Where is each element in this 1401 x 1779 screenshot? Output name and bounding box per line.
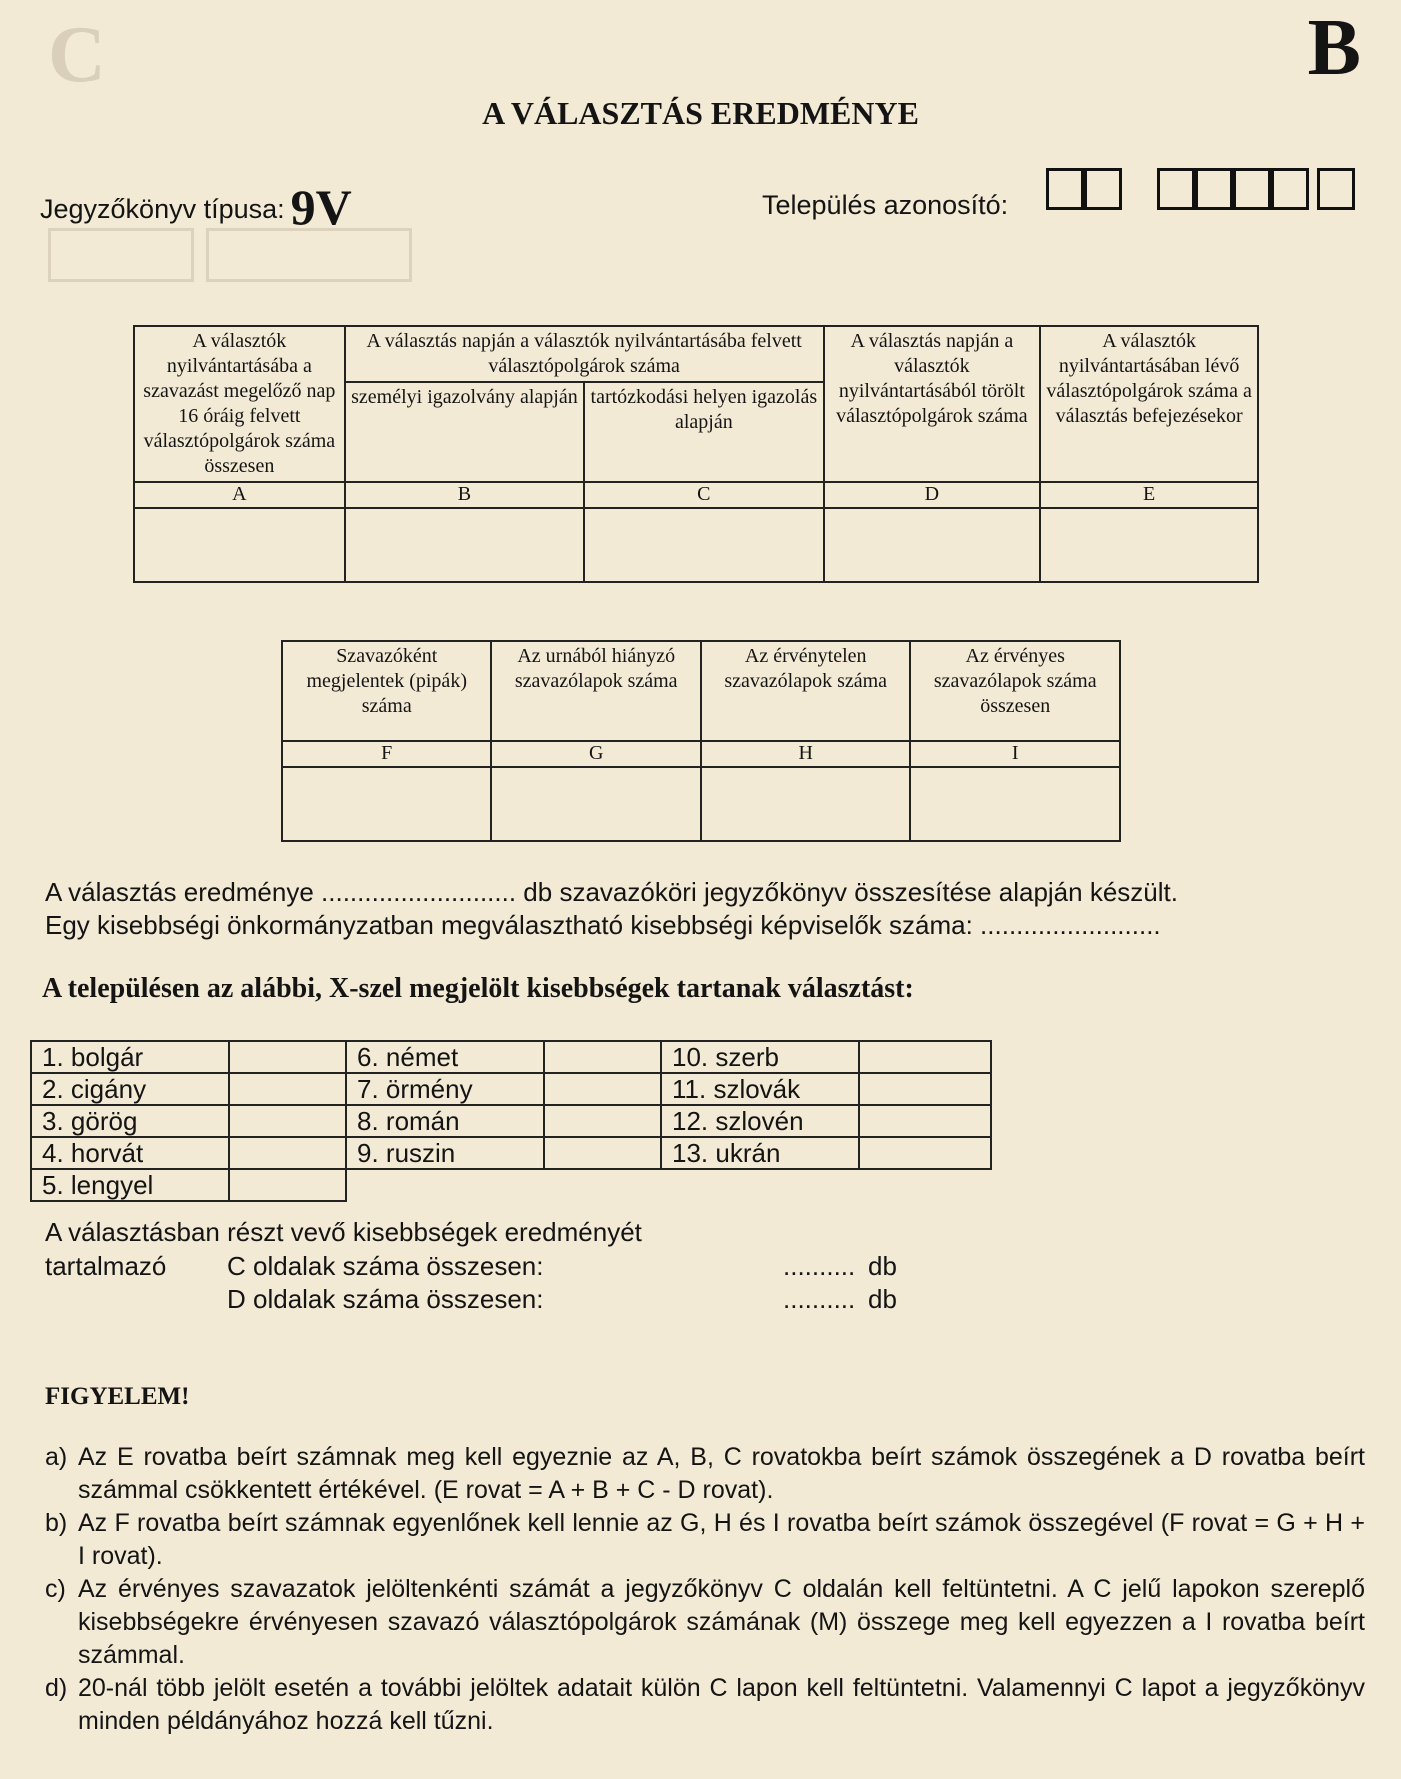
minority-checkbox[interactable] xyxy=(229,1105,346,1137)
summary-line-representatives: Egy kisebbségi önkormányzatban megválasztható kisebbségi képviselők száma: ......................... xyxy=(45,910,1161,940)
voter-register-table xyxy=(133,325,1259,583)
minority-checkbox[interactable] xyxy=(544,1137,661,1169)
entry-cell-a[interactable] xyxy=(134,508,345,582)
minority-checkbox[interactable] xyxy=(859,1073,991,1105)
d-pages-unit: db xyxy=(868,1284,897,1314)
header-col-i: Az érvényes szavazólapok száma összesen xyxy=(910,641,1120,741)
page-letter: B xyxy=(1307,4,1361,92)
minority-checkbox[interactable] xyxy=(229,1169,346,1201)
note-marker: d) xyxy=(45,1674,68,1702)
attention-title: FIGYELEM! xyxy=(45,1383,190,1410)
header-col-c: tartózkodási helyen igazolás alapján xyxy=(584,382,823,482)
minority-label: 4. horvát xyxy=(31,1137,229,1169)
minority-label: 6. német xyxy=(346,1041,544,1073)
minority-checkbox[interactable] xyxy=(544,1041,661,1073)
settlement-id-box[interactable] xyxy=(1084,168,1122,210)
header-col-f: Szavazóként megjelentek (pipák) száma xyxy=(282,641,491,741)
column-letter: B xyxy=(345,482,584,508)
settlement-id-box[interactable] xyxy=(1046,168,1084,210)
column-letter: F xyxy=(282,741,491,767)
c-pages-unit: db xyxy=(868,1251,897,1281)
show-through-box-row xyxy=(48,228,412,287)
minority-label: 3. görög xyxy=(31,1105,229,1137)
entry-cell-e[interactable] xyxy=(1040,508,1258,582)
page-title: A VÁLASZTÁS EREDMÉNYE xyxy=(482,95,919,131)
header-col-d: A választás napján a választók nyilvántartásából törölt választópolgárok száma xyxy=(824,326,1041,482)
minority-label: 13. ukrán xyxy=(661,1137,859,1169)
settlement-id-box[interactable] xyxy=(1195,168,1233,210)
minority-checkbox[interactable] xyxy=(229,1041,346,1073)
minority-label: 2. cigány xyxy=(31,1073,229,1105)
minority-label: 10. szerb xyxy=(661,1041,859,1073)
minority-label: 1. bolgár xyxy=(31,1041,229,1073)
header-col-e: A választók nyilvántartásában lévő választópolgárok száma a választás befejezésekor xyxy=(1040,326,1258,482)
c-pages-label: C oldalak száma összesen: xyxy=(227,1251,544,1281)
minority-checkbox[interactable] xyxy=(544,1105,661,1137)
column-letter: C xyxy=(584,482,823,508)
minority-label: 7. örmény xyxy=(346,1073,544,1105)
note-item xyxy=(45,1672,1365,1738)
column-letter: D xyxy=(824,482,1041,508)
minority-checkbox[interactable] xyxy=(544,1073,661,1105)
column-letter: H xyxy=(701,741,911,767)
note-text: Az F rovatba beírt számnak egyenlőnek kell lennie az G, H és I rovatba beírt számok összegével (F rovat = G + H + I rovat). xyxy=(78,1509,1365,1570)
header-col-b: személyi igazolvány alapján xyxy=(345,382,584,482)
header-col-a: A választók nyilvántartásába a szavazást megelőző nap 16 óráig felvett választópolgárok száma összesen xyxy=(134,326,345,482)
settlement-id-box[interactable] xyxy=(1233,168,1271,210)
header-col-h: Az érvénytelen szavazólapok száma xyxy=(701,641,911,741)
show-through-letter: C xyxy=(48,11,106,99)
minorities-table xyxy=(30,1040,992,1202)
note-text: 20-nál több jelölt esetén a további jelöltek adatait külön C lapon kell feltüntetni. Valamennyi C lapot a jegyzőkönyv minden példányához hozzá kell tűzni. xyxy=(78,1674,1365,1735)
protocol-type-code: 9V xyxy=(290,179,352,235)
settlement-id-box[interactable] xyxy=(1271,168,1309,210)
entry-cell-h[interactable] xyxy=(701,767,911,841)
header-col-g: Az urnából hiányzó szavazólapok száma xyxy=(491,641,701,741)
note-text: Az érvényes szavazatok jelöltenkénti számát a jegyzőkönyv C oldalán kell feltüntetni. A C jelű lapokon szereplő kisebbségekre érvényesen szavazó választópolgárok számának (M) összege meg kell egyezzen a I rovatba beírt számmal. xyxy=(78,1575,1365,1669)
d-pages-dots[interactable]: .......... xyxy=(783,1284,856,1314)
minority-checkbox[interactable] xyxy=(859,1041,991,1073)
pages-intro: A választásban részt vevő kisebbségek eredményét xyxy=(45,1217,642,1247)
c-pages-dots[interactable]: .......... xyxy=(783,1251,856,1281)
note-text: Az E rovatba beírt számnak meg kell egyeznie az A, B, C rovatokba beírt számok összegének a D rovatba beírt számmal csökkentett értékével. (E rovat = A + B + C - D rovat). xyxy=(78,1443,1365,1504)
column-letter: E xyxy=(1040,482,1258,508)
header-col-bc-group: A választás napján a választók nyilvántartásába felvett választópolgárok száma xyxy=(345,326,824,382)
minority-label: 9. ruszin xyxy=(346,1137,544,1169)
entry-cell-b[interactable] xyxy=(345,508,584,582)
protocol-type-label: Jegyzőkönyv típusa: xyxy=(40,194,285,224)
column-letter: A xyxy=(134,482,345,508)
summary-line-protocols: A választás eredménye ........................... db szavazóköri jegyzőkönyv összesítése alapján készült. xyxy=(45,877,1178,907)
column-letter: I xyxy=(910,741,1120,767)
minority-label: 11. szlovák xyxy=(661,1073,859,1105)
entry-cell-f[interactable] xyxy=(282,767,491,841)
note-item xyxy=(45,1573,1365,1672)
note-item xyxy=(45,1441,1365,1507)
d-pages-label: D oldalak száma összesen: xyxy=(227,1284,544,1314)
note-marker: b) xyxy=(45,1509,68,1537)
minority-checkbox[interactable] xyxy=(229,1073,346,1105)
minority-checkbox[interactable] xyxy=(859,1105,991,1137)
minority-checkbox[interactable] xyxy=(229,1137,346,1169)
minority-label: 8. román xyxy=(346,1105,544,1137)
minorities-title: A településen az alábbi, X-szel megjelölt kisebbségek tartanak választást: xyxy=(42,973,914,1004)
note-marker: c) xyxy=(45,1575,66,1603)
minority-checkbox[interactable] xyxy=(859,1137,991,1169)
entry-cell-g[interactable] xyxy=(491,767,701,841)
note-item xyxy=(45,1507,1365,1573)
minorities-table-filler xyxy=(346,1169,991,1201)
ballot-count-table xyxy=(281,640,1121,842)
entry-cell-d[interactable] xyxy=(824,508,1041,582)
pages-prefix: tartalmazó xyxy=(45,1251,167,1281)
protocol-type xyxy=(40,178,352,236)
minority-label: 12. szlovén xyxy=(661,1105,859,1137)
minority-label: 5. lengyel xyxy=(31,1169,229,1201)
entry-cell-i[interactable] xyxy=(910,767,1120,841)
entry-cell-c[interactable] xyxy=(584,508,823,582)
note-marker: a) xyxy=(45,1443,68,1471)
settlement-id-box[interactable] xyxy=(1157,168,1195,210)
column-letter: G xyxy=(491,741,701,767)
settlement-id-label: Település azonosító: xyxy=(762,190,1009,220)
notes-list xyxy=(45,1441,1365,1738)
settlement-id-box[interactable] xyxy=(1317,168,1355,210)
